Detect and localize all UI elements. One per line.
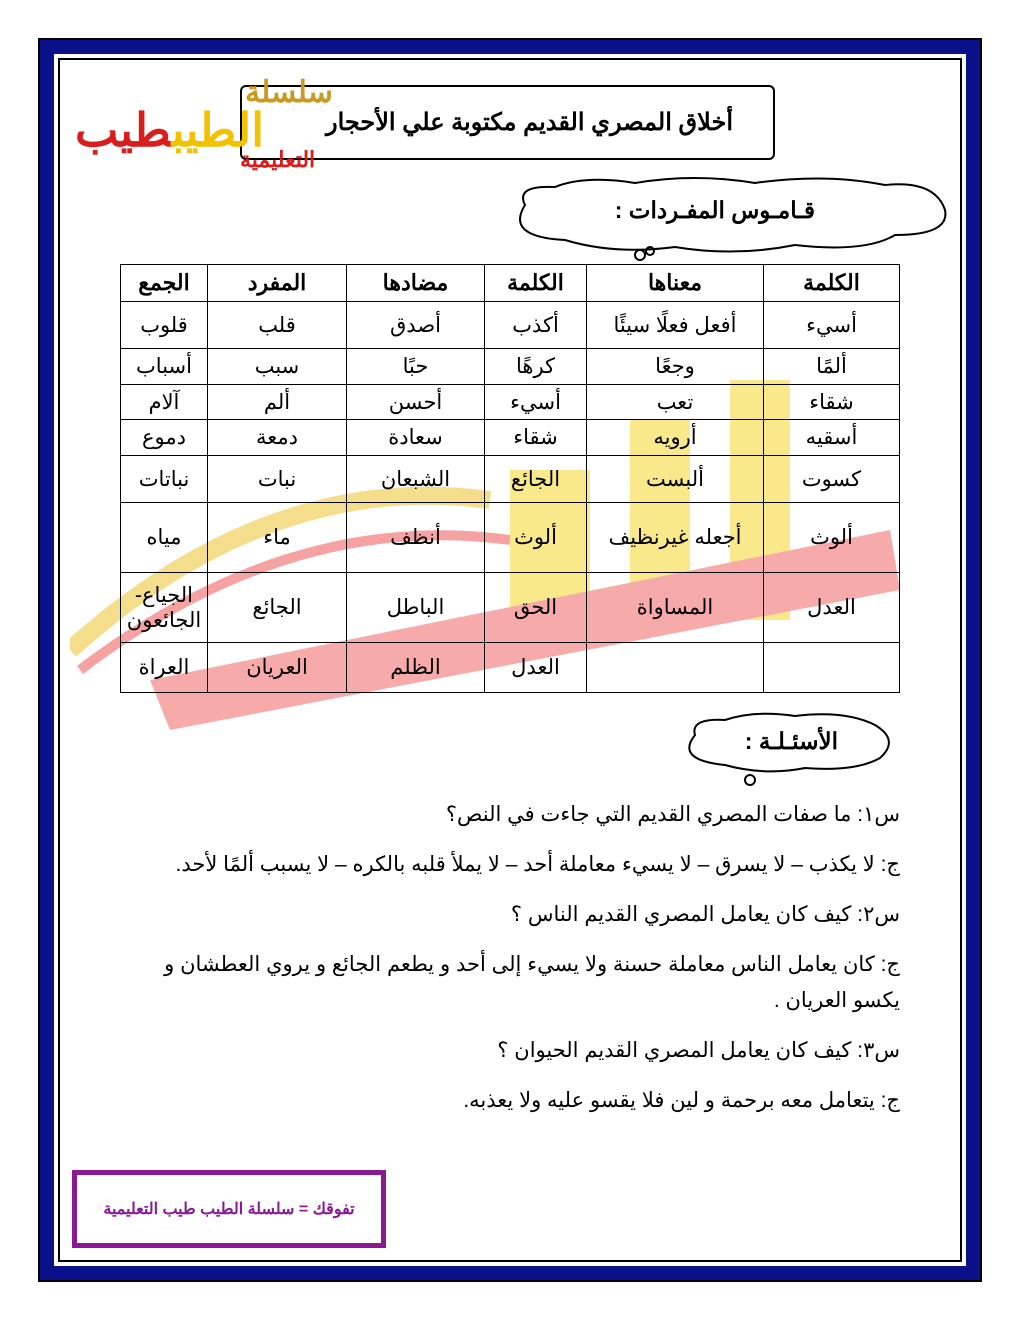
table-row xyxy=(121,302,900,349)
table-row xyxy=(121,420,900,456)
table-cell: المساواة xyxy=(587,573,764,643)
table-cell: ألمًا xyxy=(764,349,900,385)
table-cell: نبات xyxy=(208,456,347,503)
table-cell: كرهًا xyxy=(485,349,587,385)
col-header-plural: الجمع xyxy=(121,265,208,302)
table-header-row xyxy=(121,265,900,302)
series-logo xyxy=(60,75,360,185)
col-header-word: الكلمة xyxy=(764,265,900,302)
answer-3: ج: يتعامل معه برحمة و لين فلا يقسو عليه ولا يعذبه. xyxy=(463,1089,900,1112)
logo-text-educational: التعليمية xyxy=(240,147,316,172)
table-cell: سعادة xyxy=(347,420,485,456)
table-cell: ألوث xyxy=(485,503,587,573)
question-2: س٢: كيف كان يعامل المصري القديم الناس ؟ xyxy=(510,903,900,926)
table-cell: ألم xyxy=(208,385,347,420)
logo-text-name xyxy=(75,103,264,157)
table-cell: الجائع xyxy=(208,573,347,643)
table-row xyxy=(121,503,900,573)
table-cell xyxy=(587,643,764,693)
table-cell: أنظف xyxy=(347,503,485,573)
table-cell: أرويه xyxy=(587,420,764,456)
motto-box xyxy=(72,1170,386,1248)
col-header-singular: المفرد xyxy=(208,265,347,302)
table-cell: الباطل xyxy=(347,573,485,643)
table-cell: دموع xyxy=(121,420,208,456)
col-header-meaning: معناها xyxy=(587,265,764,302)
table-cell: الجائع xyxy=(485,456,587,503)
table-cell: العدل xyxy=(764,573,900,643)
answer-2: ج: كان يعامل الناس معاملة حسنة ولا يسيء إلى أحد و يطعم الجائع و يروي العطشان و يكسو العريان . xyxy=(164,953,900,1012)
vocabulary-table xyxy=(120,264,900,693)
vocab-cloud xyxy=(495,175,950,265)
table-cell: دمعة xyxy=(208,420,347,456)
table-cell: أفعل فعلًا سيئًا xyxy=(587,302,764,349)
table-row xyxy=(121,573,900,643)
table-cell: تعب xyxy=(587,385,764,420)
lesson-title: أخلاق المصري القديم مكتوبة علي الأحجار xyxy=(325,109,733,136)
table-cell: أكذب xyxy=(485,302,587,349)
table-cell: ألبست xyxy=(587,456,764,503)
logo-text-series: سلسلة xyxy=(245,76,333,109)
table-cell: كسوت xyxy=(764,456,900,503)
table-cell: العريان xyxy=(208,643,347,693)
table-cell: أسباب xyxy=(121,349,208,385)
col-header-antonym: مضادها xyxy=(347,265,485,302)
questions-cloud xyxy=(675,710,900,790)
table-cell: شقاء xyxy=(485,420,587,456)
table-cell xyxy=(764,643,900,693)
table-cell: أحسن xyxy=(347,385,485,420)
table-cell: سبب xyxy=(208,349,347,385)
table-cell: حبًا xyxy=(347,349,485,385)
table-cell: الشبعان xyxy=(347,456,485,503)
table-row xyxy=(121,349,900,385)
table-cell: أصدق xyxy=(347,302,485,349)
table-row xyxy=(121,456,900,503)
col-header-word2: الكلمة xyxy=(485,265,587,302)
table-cell: الحق xyxy=(485,573,587,643)
table-cell: العراة xyxy=(121,643,208,693)
answer-1: ج: لا يكذب – لا يسرق – لا يسيء معاملة أحد – لا يملأ قلبه بالكره – لا يسبب ألمًا لأحد. xyxy=(175,853,900,876)
vocab-heading: قـامـوس المفـردات : xyxy=(614,197,815,223)
table-cell: ألوث xyxy=(764,503,900,573)
table-cell: أسيء xyxy=(764,302,900,349)
table-cell: شقاء xyxy=(764,385,900,420)
table-cell: ماء xyxy=(208,503,347,573)
questions-heading: الأسئـلـة : xyxy=(744,728,838,754)
table-cell: العدل xyxy=(485,643,587,693)
table-row xyxy=(121,643,900,693)
question-3: س٣: كيف كان يعامل المصري القديم الحيوان ؟ xyxy=(497,1039,900,1062)
table-cell: أجعله غيرنظيف xyxy=(587,503,764,573)
logo-text-name-red: طيب xyxy=(75,104,172,156)
table-cell: أسقيه xyxy=(764,420,900,456)
table-cell: الجياع- الجائعون xyxy=(121,573,208,643)
motto-text: تفوقك = سلسلة الطيب طيب التعليمية xyxy=(103,1201,355,1218)
table-cell: أسيء xyxy=(485,385,587,420)
questions-answers xyxy=(140,797,900,1133)
table-cell: قلب xyxy=(208,302,347,349)
table-cell: نباتات xyxy=(121,456,208,503)
table-cell: الظلم xyxy=(347,643,485,693)
table-cell: مياه xyxy=(121,503,208,573)
table-cell: وجعًا xyxy=(587,349,764,385)
question-1: س١: ما صفات المصري القديم التي جاءت في النص؟ xyxy=(445,803,900,826)
table-cell: آلام xyxy=(121,385,208,420)
logo-text-name-gold: الطيب xyxy=(171,104,265,156)
table-row xyxy=(121,385,900,420)
table-cell: قلوب xyxy=(121,302,208,349)
